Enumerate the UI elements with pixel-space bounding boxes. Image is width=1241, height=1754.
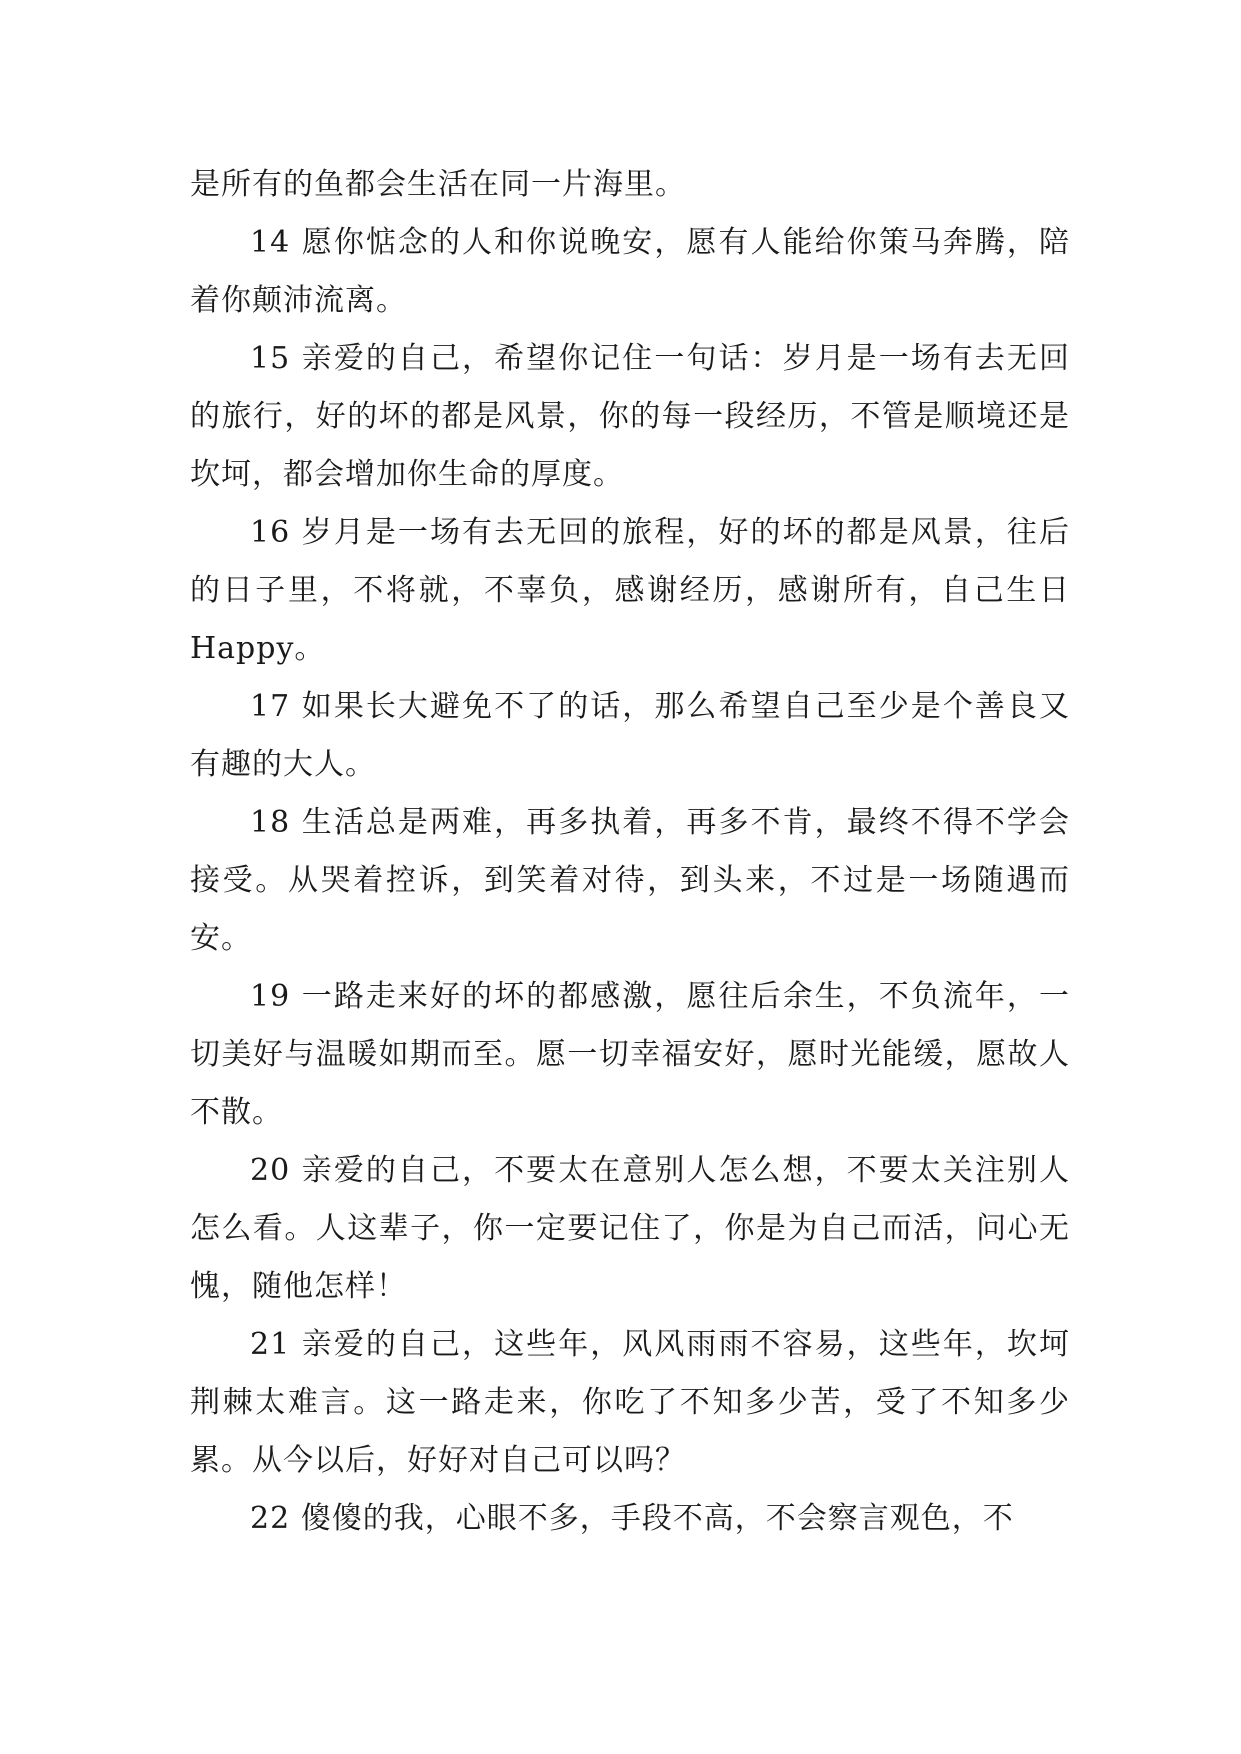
- paragraph-20: 20 亲爱的自己，不要太在意别人怎么想，不要太关注别人怎么看。人这辈子，你一定要记住了，你是为自己而活，问心无愧，随他怎样！: [190, 1153, 1070, 1304]
- paragraph-19: 19 一路走来好的坏的都感激，愿往后余生，不负流年，一切美好与温暖如期而至。愿一切幸福安好，愿时光能缓，愿故人不散。: [190, 979, 1070, 1130]
- paragraph-18: 18 生活总是两难，再多执着，再多不肯，最终不得不学会接受。从哭着控诉，到笑着对待，到头来，不过是一场随遇而安。: [190, 805, 1070, 956]
- paragraph-15: 15 亲爱的自己，希望你记住一句话：岁月是一场有去无回的旅行，好的坏的都是风景，你的每一段经历，不管是顺境还是坎坷，都会增加你生命的厚度。: [190, 341, 1070, 492]
- paragraph-21: 21 亲爱的自己，这些年，风风雨雨不容易，这些年，坎坷荆棘太难言。这一路走来，你吃了不知多少苦，受了不知多少累。从今以后，好好对自己可以吗？: [190, 1327, 1070, 1478]
- paragraph-17: 17 如果长大避免不了的话，那么希望自己至少是个善良又有趣的大人。: [190, 689, 1070, 782]
- body-text: [190, 156, 1070, 1548]
- paragraph-14: 14 愿你惦念的人和你说晚安，愿有人能给你策马奔腾，陪着你颠沛流离。: [190, 225, 1070, 318]
- paragraph-continued: 是所有的鱼都会生活在同一片海里。: [190, 167, 686, 202]
- paragraph-22: 22 傻傻的我，心眼不多，手段不高，不会察言观色，不: [250, 1501, 1014, 1536]
- paragraph-16: 16 岁月是一场有去无回的旅程，好的坏的都是风景，往后的日子里，不将就，不辜负，感谢经历，感谢所有，自己生日 Happy。: [190, 515, 1070, 666]
